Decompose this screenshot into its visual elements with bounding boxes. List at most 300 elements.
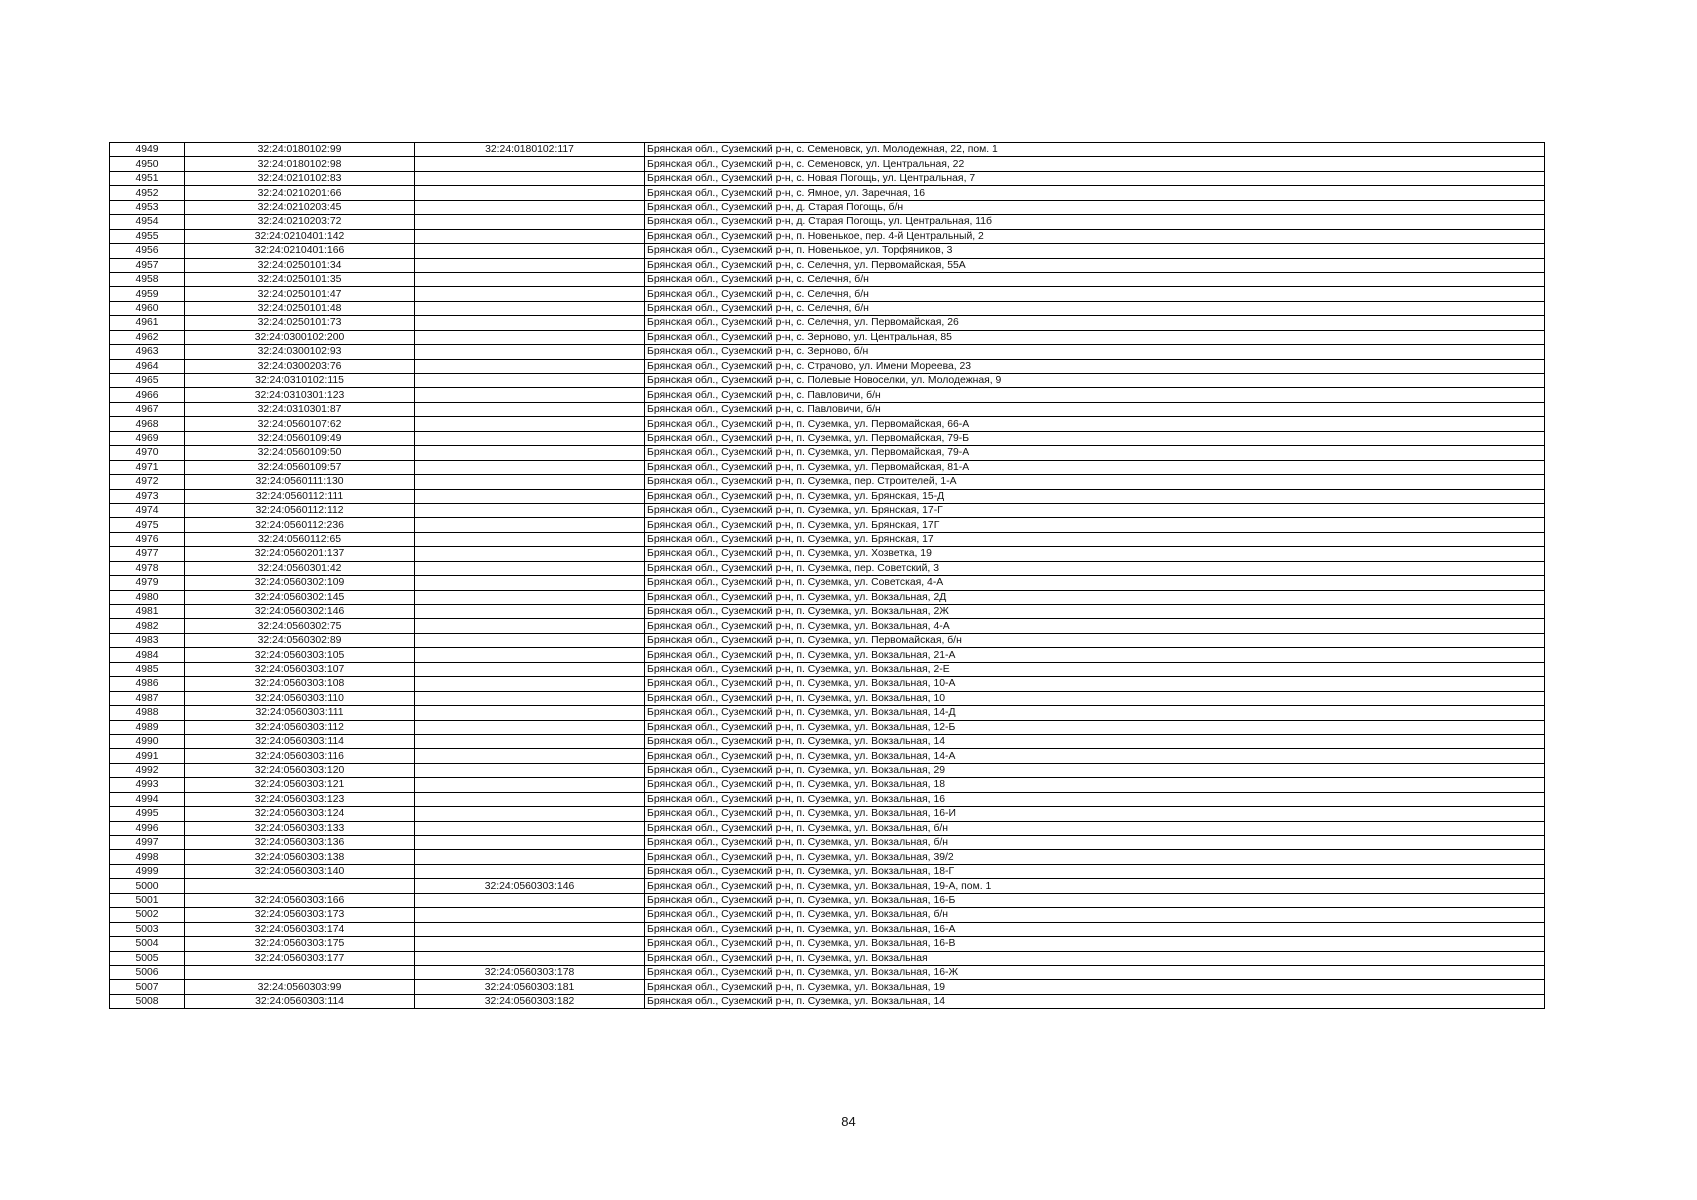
- cell-land-cadastral-number: 32:24:0560112:112: [185, 503, 415, 517]
- cell-land-cadastral-number: 32:24:0210203:45: [185, 200, 415, 214]
- cell-object-cadastral-number: [415, 359, 645, 373]
- cell-land-cadastral-number: 32:24:0560301:42: [185, 561, 415, 575]
- cell-address: Брянская обл., Суземский р-н, п. Суземка, ул. Вокзальная, 39/2: [645, 850, 1545, 864]
- table-row: [110, 330, 1545, 344]
- cell-row-number: 4976: [110, 532, 185, 546]
- cell-object-cadastral-number: 32:24:0560303:146: [415, 879, 645, 893]
- cell-address: Брянская обл., Суземский р-н, с. Семеновск, ул. Молодежная, 22, пом. 1: [645, 143, 1545, 157]
- cell-address: Брянская обл., Суземский р-н, д. Старая Погощь, ул. Центральная, 11б: [645, 215, 1545, 229]
- cell-land-cadastral-number: 32:24:0560303:175: [185, 937, 415, 951]
- cell-land-cadastral-number: 32:24:0560303:136: [185, 836, 415, 850]
- cell-row-number: 4969: [110, 431, 185, 445]
- cell-address: Брянская обл., Суземский р-н, п. Суземка, ул. Вокзальная, 14-Д: [645, 706, 1545, 720]
- cell-land-cadastral-number: 32:24:0560303:112: [185, 720, 415, 734]
- table-row: [110, 475, 1545, 489]
- cell-row-number: 4977: [110, 547, 185, 561]
- cell-row-number: 4993: [110, 778, 185, 792]
- cell-object-cadastral-number: [415, 908, 645, 922]
- cell-row-number: 4986: [110, 677, 185, 691]
- cell-object-cadastral-number: [415, 200, 645, 214]
- cell-row-number: 4973: [110, 489, 185, 503]
- cell-address: Брянская обл., Суземский р-н, п. Новенькое, пер. 4-й Центральный, 2: [645, 229, 1545, 243]
- cell-land-cadastral-number: 32:24:0560303:177: [185, 951, 415, 965]
- cell-land-cadastral-number: 32:24:0560303:174: [185, 922, 415, 936]
- cell-object-cadastral-number: [415, 807, 645, 821]
- cell-row-number: 4949: [110, 143, 185, 157]
- cell-address: Брянская обл., Суземский р-н, п. Суземка, ул. Вокзальная, 2Д: [645, 590, 1545, 604]
- cell-row-number: 4960: [110, 301, 185, 315]
- table-row: [110, 951, 1545, 965]
- cell-land-cadastral-number: 32:24:0560111:130: [185, 475, 415, 489]
- table-row: [110, 561, 1545, 575]
- table-row: [110, 431, 1545, 445]
- registry-table-body: [110, 143, 1545, 1009]
- cell-object-cadastral-number: [415, 677, 645, 691]
- cell-row-number: 4996: [110, 821, 185, 835]
- cell-address: Брянская обл., Суземский р-н, п. Суземка, ул. Вокзальная, 16-Ж: [645, 965, 1545, 979]
- cell-object-cadastral-number: [415, 374, 645, 388]
- cell-address: Брянская обл., Суземский р-н, п. Суземка, ул. Вокзальная, 10-А: [645, 677, 1545, 691]
- cell-address: Брянская обл., Суземский р-н, п. Суземка, ул. Первомайская, 81-А: [645, 460, 1545, 474]
- cell-land-cadastral-number: 32:24:0310301:87: [185, 402, 415, 416]
- cell-land-cadastral-number: 32:24:0560303:107: [185, 662, 415, 676]
- cell-address: Брянская обл., Суземский р-н, п. Суземка, ул. Советская, 4-А: [645, 576, 1545, 590]
- cell-row-number: 4954: [110, 215, 185, 229]
- table-row: [110, 821, 1545, 835]
- cell-object-cadastral-number: [415, 662, 645, 676]
- cell-object-cadastral-number: [415, 330, 645, 344]
- cell-object-cadastral-number: [415, 475, 645, 489]
- cell-row-number: 4964: [110, 359, 185, 373]
- table-row: [110, 662, 1545, 676]
- registry-table: [109, 142, 1545, 1009]
- cell-land-cadastral-number: 32:24:0210401:166: [185, 244, 415, 258]
- cell-land-cadastral-number: 32:24:0560303:133: [185, 821, 415, 835]
- table-row: [110, 388, 1545, 402]
- table-row: [110, 749, 1545, 763]
- cell-object-cadastral-number: [415, 836, 645, 850]
- cell-address: Брянская обл., Суземский р-н, п. Суземка, ул. Вокзальная, 16-А: [645, 922, 1545, 936]
- table-row: [110, 143, 1545, 157]
- cell-object-cadastral-number: 32:24:0560303:182: [415, 994, 645, 1008]
- cell-land-cadastral-number: 32:24:0560303:110: [185, 691, 415, 705]
- cell-object-cadastral-number: [415, 157, 645, 171]
- cell-address: Брянская обл., Суземский р-н, п. Суземка, ул. Первомайская, 79-А: [645, 446, 1545, 460]
- cell-object-cadastral-number: [415, 272, 645, 286]
- cell-address: Брянская обл., Суземский р-н, п. Суземка, ул. Хозветка, 19: [645, 547, 1545, 561]
- cell-object-cadastral-number: 32:24:0560303:181: [415, 980, 645, 994]
- cell-row-number: 5001: [110, 893, 185, 907]
- cell-address: Брянская обл., Суземский р-н, с. Селечня, б/н: [645, 272, 1545, 286]
- table-row: [110, 532, 1545, 546]
- cell-row-number: 4983: [110, 633, 185, 647]
- cell-row-number: 4998: [110, 850, 185, 864]
- table-row: [110, 171, 1545, 185]
- cell-object-cadastral-number: [415, 850, 645, 864]
- cell-row-number: 4995: [110, 807, 185, 821]
- table-row: [110, 734, 1545, 748]
- cell-address: Брянская обл., Суземский р-н, с. Семеновск, ул. Центральная, 22: [645, 157, 1545, 171]
- cell-address: Брянская обл., Суземский р-н, с. Павловичи, б/н: [645, 402, 1545, 416]
- cell-row-number: 4950: [110, 157, 185, 171]
- cell-object-cadastral-number: [415, 792, 645, 806]
- cell-object-cadastral-number: [415, 489, 645, 503]
- cell-object-cadastral-number: [415, 186, 645, 200]
- cell-land-cadastral-number: 32:24:0560112:65: [185, 532, 415, 546]
- cell-address: Брянская обл., Суземский р-н, с. Ямное, ул. Заречная, 16: [645, 186, 1545, 200]
- cell-row-number: 4982: [110, 619, 185, 633]
- cell-address: Брянская обл., Суземский р-н, с. Новая Погощь, ул. Центральная, 7: [645, 171, 1545, 185]
- cell-address: Брянская обл., Суземский р-н, п. Суземка, ул. Первомайская, 79-Б: [645, 431, 1545, 445]
- cell-object-cadastral-number: [415, 431, 645, 445]
- cell-row-number: 4962: [110, 330, 185, 344]
- cell-address: Брянская обл., Суземский р-н, п. Суземка, ул. Вокзальная, 2-Е: [645, 662, 1545, 676]
- table-row: [110, 301, 1545, 315]
- cell-address: Брянская обл., Суземский р-н, п. Суземка, ул. Вокзальная, 12-Б: [645, 720, 1545, 734]
- cell-object-cadastral-number: [415, 893, 645, 907]
- cell-row-number: 4971: [110, 460, 185, 474]
- cell-row-number: 4994: [110, 792, 185, 806]
- cell-row-number: 4991: [110, 749, 185, 763]
- cell-row-number: 4990: [110, 734, 185, 748]
- table-row: [110, 590, 1545, 604]
- cell-address: Брянская обл., Суземский р-н, п. Суземка, ул. Первомайская, 66-А: [645, 417, 1545, 431]
- cell-object-cadastral-number: [415, 518, 645, 532]
- cell-land-cadastral-number: 32:24:0560303:116: [185, 749, 415, 763]
- cell-object-cadastral-number: 32:24:0560303:178: [415, 965, 645, 979]
- cell-row-number: 4992: [110, 763, 185, 777]
- cell-address: Брянская обл., Суземский р-н, п. Суземка, ул. Вокзальная, 19-А, пом. 1: [645, 879, 1545, 893]
- cell-address: Брянская обл., Суземский р-н, п. Суземка, ул. Вокзальная, 2Ж: [645, 605, 1545, 619]
- table-row: [110, 402, 1545, 416]
- cell-land-cadastral-number: 32:24:0560302:109: [185, 576, 415, 590]
- cell-land-cadastral-number: 32:24:0560303:173: [185, 908, 415, 922]
- cell-row-number: 5003: [110, 922, 185, 936]
- cell-address: Брянская обл., Суземский р-н, п. Суземка, ул. Вокзальная: [645, 951, 1545, 965]
- cell-land-cadastral-number: 32:24:0310301:123: [185, 388, 415, 402]
- cell-row-number: 4987: [110, 691, 185, 705]
- cell-object-cadastral-number: [415, 691, 645, 705]
- cell-land-cadastral-number: 32:24:0560302:145: [185, 590, 415, 604]
- cell-address: Брянская обл., Суземский р-н, п. Суземка, ул. Вокзальная, 16-В: [645, 937, 1545, 951]
- cell-row-number: 4956: [110, 244, 185, 258]
- cell-land-cadastral-number: 32:24:0560201:137: [185, 547, 415, 561]
- cell-land-cadastral-number: 32:24:0560303:120: [185, 763, 415, 777]
- cell-object-cadastral-number: [415, 937, 645, 951]
- table-row: [110, 215, 1545, 229]
- cell-address: Брянская обл., Суземский р-н, с. Селечня, б/н: [645, 301, 1545, 315]
- table-row: [110, 460, 1545, 474]
- table-row: [110, 200, 1545, 214]
- cell-row-number: 4953: [110, 200, 185, 214]
- cell-object-cadastral-number: [415, 749, 645, 763]
- cell-land-cadastral-number: 32:24:0560109:57: [185, 460, 415, 474]
- table-row: [110, 850, 1545, 864]
- cell-row-number: 4961: [110, 316, 185, 330]
- cell-address: Брянская обл., Суземский р-н, п. Суземка, ул. Вокзальная, 4-А: [645, 619, 1545, 633]
- page-number: 84: [841, 1114, 856, 1129]
- cell-address: Брянская обл., Суземский р-н, с. Селечня, ул. Первомайская, 55А: [645, 258, 1545, 272]
- cell-object-cadastral-number: [415, 345, 645, 359]
- cell-land-cadastral-number: 32:24:0560303:124: [185, 807, 415, 821]
- cell-row-number: 4972: [110, 475, 185, 489]
- cell-land-cadastral-number: 32:24:0560303:166: [185, 893, 415, 907]
- cell-row-number: 5004: [110, 937, 185, 951]
- table-row: [110, 980, 1545, 994]
- cell-object-cadastral-number: [415, 648, 645, 662]
- cell-row-number: 4959: [110, 287, 185, 301]
- cell-address: Брянская обл., Суземский р-н, п. Суземка, ул. Вокзальная, 14: [645, 994, 1545, 1008]
- table-row: [110, 994, 1545, 1008]
- cell-address: Брянская обл., Суземский р-н, п. Суземка, пер. Советский, 3: [645, 561, 1545, 575]
- cell-land-cadastral-number: 32:24:0300102:93: [185, 345, 415, 359]
- table-row: [110, 648, 1545, 662]
- table-row: [110, 417, 1545, 431]
- cell-address: Брянская обл., Суземский р-н, п. Суземка, ул. Вокзальная, 16-И: [645, 807, 1545, 821]
- cell-object-cadastral-number: [415, 633, 645, 647]
- cell-object-cadastral-number: [415, 287, 645, 301]
- cell-address: Брянская обл., Суземский р-н, п. Суземка, ул. Вокзальная, 18-Г: [645, 864, 1545, 878]
- cell-object-cadastral-number: [415, 258, 645, 272]
- table-row: [110, 272, 1545, 286]
- table-row: [110, 937, 1545, 951]
- cell-land-cadastral-number: 32:24:0250101:48: [185, 301, 415, 315]
- cell-land-cadastral-number: 32:24:0560303:123: [185, 792, 415, 806]
- cell-row-number: 4978: [110, 561, 185, 575]
- cell-row-number: 5006: [110, 965, 185, 979]
- table-row: [110, 763, 1545, 777]
- cell-object-cadastral-number: [415, 951, 645, 965]
- cell-object-cadastral-number: [415, 706, 645, 720]
- cell-land-cadastral-number: 32:24:0560303:138: [185, 850, 415, 864]
- cell-land-cadastral-number: 32:24:0250101:47: [185, 287, 415, 301]
- cell-object-cadastral-number: [415, 720, 645, 734]
- cell-land-cadastral-number: 32:24:0560302:146: [185, 605, 415, 619]
- cell-land-cadastral-number: 32:24:0210203:72: [185, 215, 415, 229]
- table-row: [110, 879, 1545, 893]
- table-row: [110, 965, 1545, 979]
- cell-land-cadastral-number: 32:24:0560303:108: [185, 677, 415, 691]
- cell-row-number: 4966: [110, 388, 185, 402]
- cell-land-cadastral-number: 32:24:0210102:83: [185, 171, 415, 185]
- cell-object-cadastral-number: [415, 446, 645, 460]
- cell-land-cadastral-number: 32:24:0560109:50: [185, 446, 415, 460]
- cell-land-cadastral-number: 32:24:0300102:200: [185, 330, 415, 344]
- cell-row-number: 4988: [110, 706, 185, 720]
- cell-row-number: 5008: [110, 994, 185, 1008]
- cell-object-cadastral-number: [415, 734, 645, 748]
- cell-address: Брянская обл., Суземский р-н, д. Старая Погощь, б/н: [645, 200, 1545, 214]
- cell-object-cadastral-number: [415, 417, 645, 431]
- cell-row-number: 4955: [110, 229, 185, 243]
- cell-address: Брянская обл., Суземский р-н, п. Суземка, ул. Вокзальная, 16-Б: [645, 893, 1545, 907]
- cell-object-cadastral-number: [415, 590, 645, 604]
- table-row: [110, 518, 1545, 532]
- table-row: [110, 691, 1545, 705]
- cell-land-cadastral-number: 32:24:0250101:73: [185, 316, 415, 330]
- cell-land-cadastral-number: 32:24:0310102:115: [185, 374, 415, 388]
- cell-row-number: 4981: [110, 605, 185, 619]
- table-row: [110, 908, 1545, 922]
- cell-address: Брянская обл., Суземский р-н, п. Новенькое, ул. Торфяников, 3: [645, 244, 1545, 258]
- cell-row-number: 4984: [110, 648, 185, 662]
- table-row: [110, 316, 1545, 330]
- cell-row-number: 4965: [110, 374, 185, 388]
- cell-address: Брянская обл., Суземский р-н, п. Суземка, ул. Брянская, 17Г: [645, 518, 1545, 532]
- cell-address: Брянская обл., Суземский р-н, с. Полевые Новоселки, ул. Молодежная, 9: [645, 374, 1545, 388]
- cell-row-number: 4952: [110, 186, 185, 200]
- cell-address: Брянская обл., Суземский р-н, п. Суземка, ул. Вокзальная, 14-А: [645, 749, 1545, 763]
- cell-land-cadastral-number: 32:24:0560303:111: [185, 706, 415, 720]
- cell-object-cadastral-number: [415, 402, 645, 416]
- table-row: [110, 778, 1545, 792]
- registry-sheet: [109, 142, 1544, 1009]
- cell-address: Брянская обл., Суземский р-н, с. Селечня, б/н: [645, 287, 1545, 301]
- cell-address: Брянская обл., Суземский р-н, п. Суземка, ул. Брянская, 17: [645, 532, 1545, 546]
- cell-row-number: 5002: [110, 908, 185, 922]
- cell-row-number: 4968: [110, 417, 185, 431]
- cell-object-cadastral-number: [415, 778, 645, 792]
- table-row: [110, 186, 1545, 200]
- cell-row-number: 4985: [110, 662, 185, 676]
- cell-address: Брянская обл., Суземский р-н, п. Суземка, ул. Вокзальная, 29: [645, 763, 1545, 777]
- cell-address: Брянская обл., Суземский р-н, п. Суземка, ул. Вокзальная, б/н: [645, 821, 1545, 835]
- table-row: [110, 446, 1545, 460]
- table-row: [110, 503, 1545, 517]
- cell-land-cadastral-number: 32:24:0210401:142: [185, 229, 415, 243]
- cell-land-cadastral-number: 32:24:0560303:105: [185, 648, 415, 662]
- table-row: [110, 374, 1545, 388]
- cell-land-cadastral-number: 32:24:0560302:75: [185, 619, 415, 633]
- cell-object-cadastral-number: [415, 547, 645, 561]
- table-row: [110, 489, 1545, 503]
- table-row: [110, 287, 1545, 301]
- table-row: [110, 864, 1545, 878]
- cell-row-number: 4997: [110, 836, 185, 850]
- cell-land-cadastral-number: 32:24:0560303:114: [185, 994, 415, 1008]
- cell-object-cadastral-number: [415, 460, 645, 474]
- cell-object-cadastral-number: [415, 576, 645, 590]
- table-row: [110, 605, 1545, 619]
- cell-object-cadastral-number: [415, 763, 645, 777]
- cell-row-number: 4957: [110, 258, 185, 272]
- cell-land-cadastral-number: 32:24:0560303:140: [185, 864, 415, 878]
- table-row: [110, 359, 1545, 373]
- cell-land-cadastral-number: 32:24:0560109:49: [185, 431, 415, 445]
- cell-object-cadastral-number: [415, 561, 645, 575]
- cell-row-number: 5000: [110, 879, 185, 893]
- table-row: [110, 836, 1545, 850]
- cell-object-cadastral-number: [415, 503, 645, 517]
- table-row: [110, 576, 1545, 590]
- cell-row-number: 4974: [110, 503, 185, 517]
- cell-object-cadastral-number: [415, 532, 645, 546]
- cell-object-cadastral-number: [415, 388, 645, 402]
- cell-address: Брянская обл., Суземский р-н, п. Суземка, ул. Вокзальная, 18: [645, 778, 1545, 792]
- cell-object-cadastral-number: [415, 922, 645, 936]
- cell-address: Брянская обл., Суземский р-н, п. Суземка, ул. Вокзальная, б/н: [645, 836, 1545, 850]
- cell-address: Брянская обл., Суземский р-н, п. Суземка, ул. Вокзальная, 10: [645, 691, 1545, 705]
- table-row: [110, 547, 1545, 561]
- cell-row-number: 4999: [110, 864, 185, 878]
- cell-land-cadastral-number: 32:24:0560303:121: [185, 778, 415, 792]
- cell-row-number: 4979: [110, 576, 185, 590]
- cell-land-cadastral-number: 32:24:0560303:114: [185, 734, 415, 748]
- cell-address: Брянская обл., Суземский р-н, п. Суземка, пер. Строителей, 1-А: [645, 475, 1545, 489]
- cell-land-cadastral-number: 32:24:0300203:76: [185, 359, 415, 373]
- cell-row-number: 4951: [110, 171, 185, 185]
- cell-address: Брянская обл., Суземский р-н, с. Павловичи, б/н: [645, 388, 1545, 402]
- cell-address: Брянская обл., Суземский р-н, п. Суземка, ул. Вокзальная, 14: [645, 734, 1545, 748]
- cell-row-number: 4967: [110, 402, 185, 416]
- cell-object-cadastral-number: [415, 316, 645, 330]
- cell-land-cadastral-number: [185, 879, 415, 893]
- cell-object-cadastral-number: [415, 171, 645, 185]
- table-row: [110, 922, 1545, 936]
- table-row: [110, 633, 1545, 647]
- cell-object-cadastral-number: [415, 864, 645, 878]
- cell-address: Брянская обл., Суземский р-н, с. Селечня, ул. Первомайская, 26: [645, 316, 1545, 330]
- cell-object-cadastral-number: [415, 605, 645, 619]
- cell-land-cadastral-number: 32:24:0560303:99: [185, 980, 415, 994]
- cell-address: Брянская обл., Суземский р-н, п. Суземка, ул. Брянская, 15-Д: [645, 489, 1545, 503]
- cell-object-cadastral-number: [415, 244, 645, 258]
- cell-object-cadastral-number: 32:24:0180102:117: [415, 143, 645, 157]
- cell-object-cadastral-number: [415, 821, 645, 835]
- cell-land-cadastral-number: 32:24:0180102:99: [185, 143, 415, 157]
- cell-land-cadastral-number: 32:24:0250101:34: [185, 258, 415, 272]
- cell-address: Брянская обл., Суземский р-н, с. Страчово, ул. Имени Мореева, 23: [645, 359, 1545, 373]
- cell-land-cadastral-number: 32:24:0250101:35: [185, 272, 415, 286]
- table-row: [110, 229, 1545, 243]
- cell-object-cadastral-number: [415, 229, 645, 243]
- table-row: [110, 677, 1545, 691]
- cell-row-number: 5005: [110, 951, 185, 965]
- table-row: [110, 807, 1545, 821]
- cell-object-cadastral-number: [415, 619, 645, 633]
- cell-address: Брянская обл., Суземский р-н, п. Суземка, ул. Вокзальная, б/н: [645, 908, 1545, 922]
- table-row: [110, 258, 1545, 272]
- cell-land-cadastral-number: 32:24:0210201:66: [185, 186, 415, 200]
- cell-land-cadastral-number: 32:24:0560302:89: [185, 633, 415, 647]
- cell-address: Брянская обл., Суземский р-н, п. Суземка, ул. Вокзальная, 19: [645, 980, 1545, 994]
- cell-address: Брянская обл., Суземский р-н, п. Суземка, ул. Вокзальная, 16: [645, 792, 1545, 806]
- cell-object-cadastral-number: [415, 215, 645, 229]
- table-row: [110, 893, 1545, 907]
- cell-row-number: 4970: [110, 446, 185, 460]
- cell-row-number: 5007: [110, 980, 185, 994]
- table-row: [110, 720, 1545, 734]
- cell-row-number: 4963: [110, 345, 185, 359]
- cell-address: Брянская обл., Суземский р-н, с. Зерново, б/н: [645, 345, 1545, 359]
- cell-land-cadastral-number: 32:24:0560107:62: [185, 417, 415, 431]
- cell-address: Брянская обл., Суземский р-н, п. Суземка, ул. Первомайская, б/н: [645, 633, 1545, 647]
- table-row: [110, 706, 1545, 720]
- cell-land-cadastral-number: 32:24:0560112:111: [185, 489, 415, 503]
- cell-land-cadastral-number: 32:24:0180102:98: [185, 157, 415, 171]
- cell-row-number: 4989: [110, 720, 185, 734]
- cell-object-cadastral-number: [415, 301, 645, 315]
- cell-address: Брянская обл., Суземский р-н, п. Суземка, ул. Вокзальная, 21-А: [645, 648, 1545, 662]
- table-row: [110, 619, 1545, 633]
- cell-address: Брянская обл., Суземский р-н, п. Суземка, ул. Брянская, 17-Г: [645, 503, 1545, 517]
- cell-row-number: 4980: [110, 590, 185, 604]
- table-row: [110, 157, 1545, 171]
- table-row: [110, 792, 1545, 806]
- cell-land-cadastral-number: 32:24:0560112:236: [185, 518, 415, 532]
- cell-row-number: 4975: [110, 518, 185, 532]
- table-row: [110, 345, 1545, 359]
